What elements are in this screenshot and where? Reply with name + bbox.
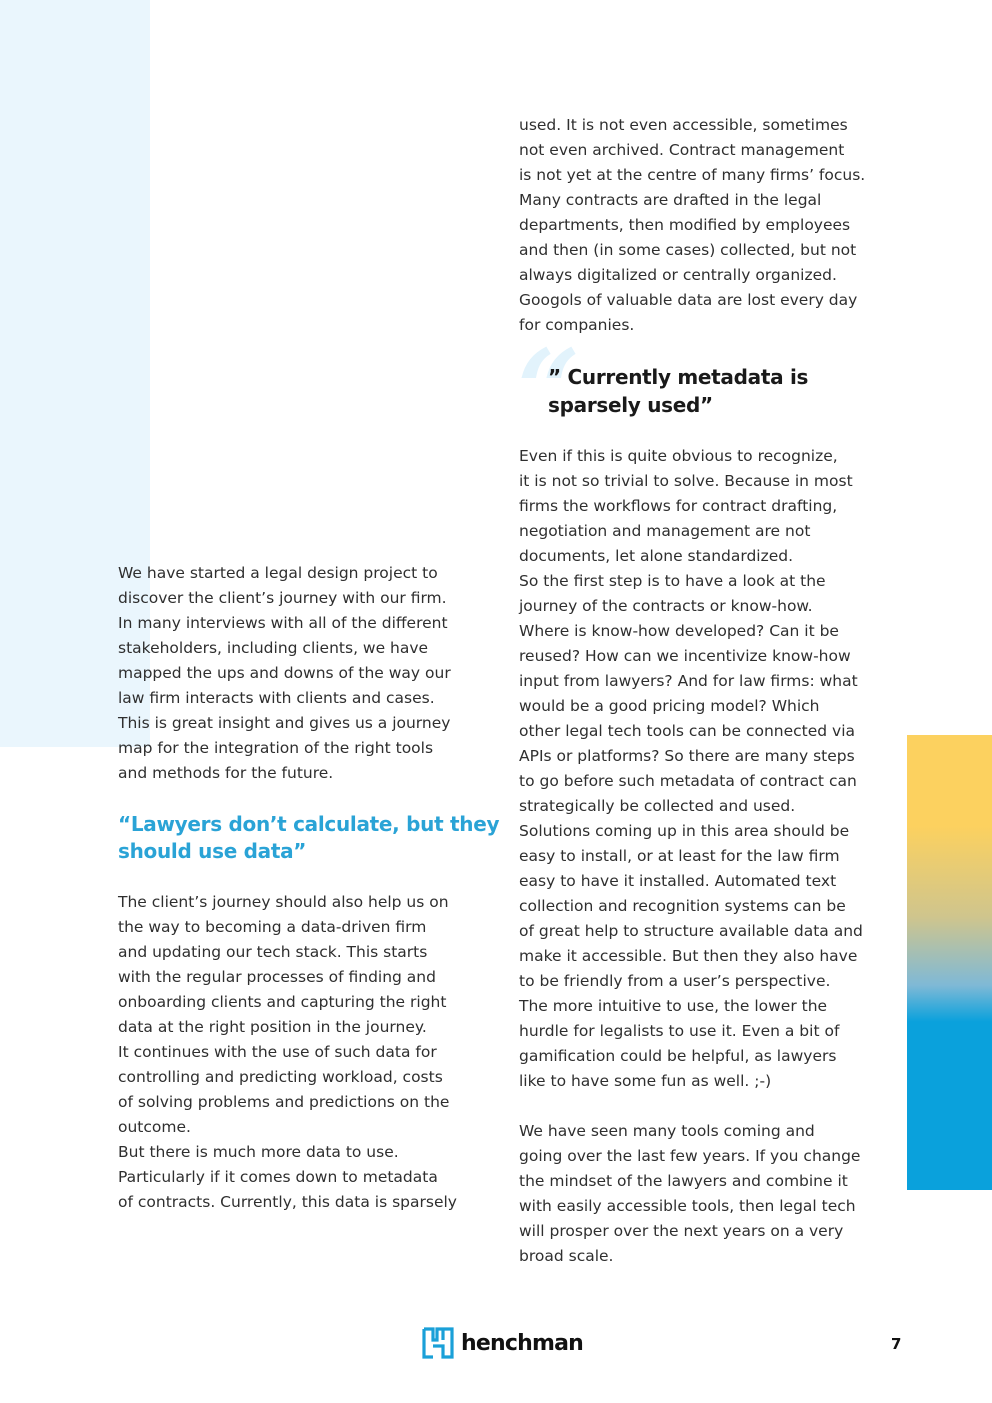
- text-line: We have started a legal design project to: [118, 564, 438, 582]
- text-line: This is great insight and gives us a journey: [118, 714, 451, 732]
- text-line: always digitalized or centrally organized.: [519, 266, 837, 284]
- text-line: would be a good pricing model? Which: [519, 697, 820, 715]
- text-line: with the regular processes of finding and: [118, 968, 436, 986]
- right-column-closing-text: [519, 1119, 879, 1269]
- text-line: other legal tech tools can be connected via: [519, 722, 856, 740]
- text-line: for companies.: [519, 316, 635, 334]
- text-line: of great help to structure available data and: [519, 922, 863, 940]
- text-line: discover the client’s journey with our firm.: [118, 589, 447, 607]
- text-line: input from lawyers? And for law firms: what: [519, 672, 858, 690]
- text-line: like to have some fun as well. ;-): [519, 1072, 772, 1090]
- text-line: Googols of valuable data are lost every day: [519, 291, 858, 309]
- text-line: strategically be collected and used.: [519, 797, 796, 815]
- text-line: it is not so trivial to solve. Because in most: [519, 472, 853, 490]
- pull-quote-line: ” Currently metadata is: [548, 365, 809, 389]
- left-column-body-text: [118, 890, 478, 1215]
- text-line: of contracts. Currently, this data is sparsely: [118, 1193, 457, 1211]
- text-line: Particularly if it comes down to metadata: [118, 1168, 438, 1186]
- right-column-body-text: [519, 444, 879, 1094]
- text-line: In many interviews with all of the different: [118, 614, 448, 632]
- text-line: APIs or platforms? So there are many steps: [519, 747, 855, 765]
- text-line: stakeholders, including clients, we have: [118, 639, 429, 657]
- page-number: 7: [891, 1335, 902, 1353]
- pull-quote-line: sparsely used”: [548, 393, 713, 417]
- text-line: data at the right position in the journey.: [118, 1018, 427, 1036]
- text-line: gamification could be helpful, as lawyers: [519, 1047, 837, 1065]
- text-line: collection and recognition systems can be: [519, 897, 846, 915]
- text-line: is not yet at the centre of many firms’ focus.: [519, 166, 866, 184]
- right-column-top-text: [519, 113, 879, 338]
- highlight-quote-line: “Lawyers don’t calculate, but they: [118, 812, 500, 836]
- text-line: Many contracts are drafted in the legal: [519, 191, 822, 209]
- logo-text: henchman: [461, 1330, 583, 1356]
- text-line: Solutions coming up in this area should be: [519, 822, 850, 840]
- text-line: Even if this is quite obvious to recognize,: [519, 447, 838, 465]
- highlight-quote: [118, 811, 499, 865]
- text-line: make it accessible. But then they also have: [519, 947, 858, 965]
- text-line: journey of the contracts or know-how.: [519, 597, 813, 615]
- text-line: outcome.: [118, 1118, 191, 1136]
- text-line: with easily accessible tools, then legal tech: [519, 1197, 856, 1215]
- text-line: not even archived. Contract management: [519, 141, 845, 159]
- text-line: to go before such metadata of contract can: [519, 772, 857, 790]
- text-line: and updating our tech stack. This starts: [118, 943, 428, 961]
- text-line: to be friendly from a user’s perspective.: [519, 972, 831, 990]
- text-line: negotiation and management are not: [519, 522, 811, 540]
- text-line: easy to install, or at least for the law firm: [519, 847, 840, 865]
- henchman-logo: [421, 1326, 583, 1360]
- text-line: departments, then modified by employees: [519, 216, 851, 234]
- text-line: the way to becoming a data-driven firm: [118, 918, 427, 936]
- text-line: will prosper over the next years on a very: [519, 1222, 844, 1240]
- highlight-quote-line: should use data”: [118, 839, 307, 863]
- text-line: But there is much more data to use.: [118, 1143, 399, 1161]
- text-line: Where is know-how developed? Can it be: [519, 622, 839, 640]
- text-line: hurdle for legalists to use it. Even a bit of: [519, 1022, 840, 1040]
- text-line: used. It is not even accessible, sometimes: [519, 116, 848, 134]
- quote-mark-icon: “: [517, 325, 581, 454]
- text-line: the mindset of the lawyers and combine it: [519, 1172, 848, 1190]
- henchman-logo-icon: [421, 1326, 455, 1360]
- text-line: map for the integration of the right tools: [118, 739, 434, 757]
- text-line: The client’s journey should also help us on: [118, 893, 449, 911]
- text-line: reused? How can we incentivize know-how: [519, 647, 851, 665]
- text-line: We have seen many tools coming and: [519, 1122, 815, 1140]
- text-line: going over the last few years. If you change: [519, 1147, 861, 1165]
- gradient-bar: [907, 735, 992, 1190]
- text-line: easy to have it installed. Automated text: [519, 872, 837, 890]
- text-line: The more intuitive to use, the lower the: [519, 997, 828, 1015]
- text-line: It continues with the use of such data for: [118, 1043, 437, 1061]
- text-line: broad scale.: [519, 1247, 614, 1265]
- text-line: So the first step is to have a look at the: [519, 572, 826, 590]
- left-column-intro-text: [118, 561, 478, 786]
- text-line: mapped the ups and downs of the way our: [118, 664, 451, 682]
- text-line: law firm interacts with clients and cases.: [118, 689, 435, 707]
- text-line: and then (in some cases) collected, but not: [519, 241, 857, 259]
- pull-quote: [548, 363, 808, 419]
- text-line: of solving problems and predictions on the: [118, 1093, 450, 1111]
- text-line: firms the workflows for contract drafting,: [519, 497, 838, 515]
- text-line: onboarding clients and capturing the right: [118, 993, 447, 1011]
- text-line: and methods for the future.: [118, 764, 334, 782]
- text-line: documents, let alone standardized.: [519, 547, 794, 565]
- text-line: controlling and predicting workload, costs: [118, 1068, 443, 1086]
